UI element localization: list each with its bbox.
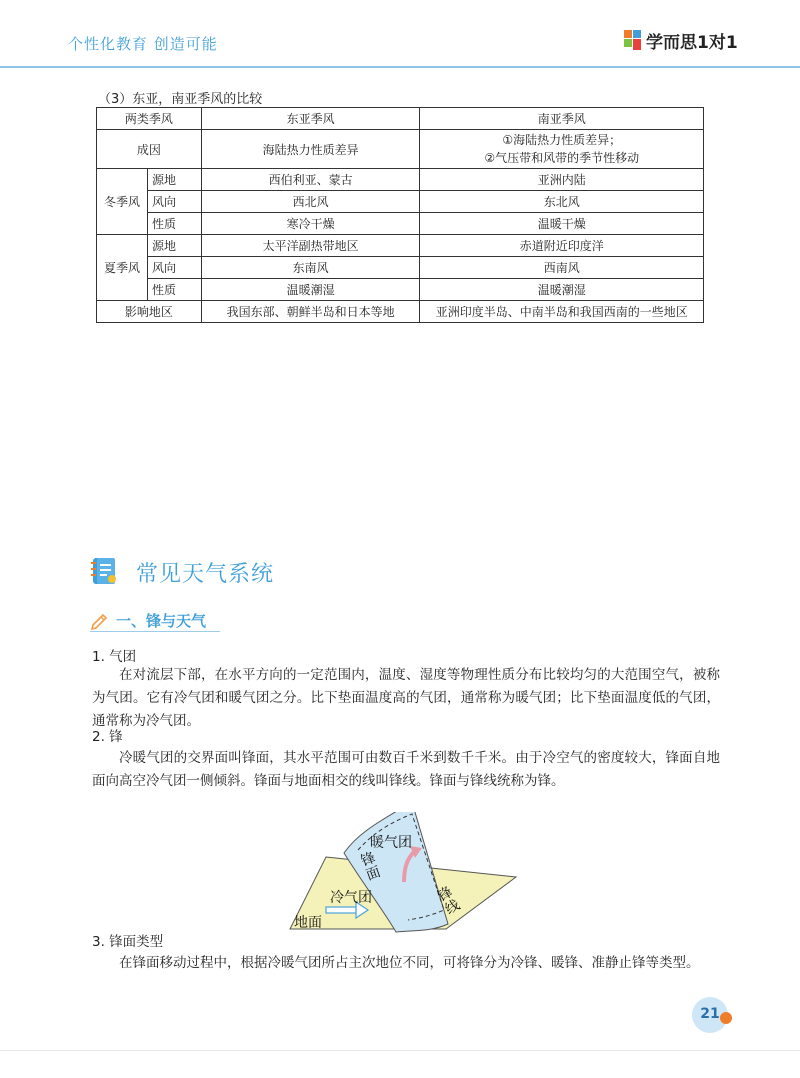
table-header-cell: 南亚季风 — [420, 108, 704, 130]
row-label: 影响地区 — [97, 301, 202, 323]
warm-air-label: 暖气团 — [370, 835, 412, 851]
table-cell: 温暖潮湿 — [201, 279, 420, 301]
cause-south-line: ①海陆热力性质差异； — [502, 133, 622, 147]
table-row — [97, 169, 704, 191]
table-row — [97, 257, 704, 279]
table-cell: 西南风 — [420, 257, 704, 279]
subsection-title: 一、锋与天气 — [116, 612, 207, 630]
table-cell: 东南风 — [201, 257, 420, 279]
row-label: 风向 — [147, 191, 201, 213]
pencil-icon — [90, 610, 110, 630]
row-group-label: 夏季风 — [97, 235, 148, 301]
row-group-label: 冬季风 — [97, 169, 148, 235]
table-row — [97, 191, 704, 213]
header-slogan: 个性化教育 创造可能 — [68, 35, 218, 53]
table-cell: 亚洲内陆 — [420, 169, 704, 191]
row-label: 源地 — [147, 235, 201, 257]
table-cell: 温暖干燥 — [420, 213, 704, 235]
heading-air-mass: 1. 气团 — [92, 649, 137, 665]
header-divider — [0, 66, 800, 68]
section-title: 常见天气系统 — [136, 562, 275, 587]
page-number-dot — [720, 1012, 732, 1024]
table-cell: 太平洋副热带地区 — [201, 235, 420, 257]
cause-south-line: ②气压带和风带的季节性移动 — [484, 151, 640, 165]
notebook-icon — [90, 556, 120, 586]
table-cell-cause-south — [420, 130, 704, 169]
monsoon-comparison-table — [96, 107, 704, 323]
table-cell: 海陆热力性质差异 — [201, 130, 420, 169]
cold-air-arrow — [326, 907, 356, 913]
table-header-row — [97, 108, 704, 130]
table-caption: （3）东亚，南亚季风的比较 — [98, 92, 263, 107]
table-cell: 温暖潮湿 — [420, 279, 704, 301]
table-row — [97, 213, 704, 235]
ground-label: 地面 — [294, 915, 322, 931]
row-label: 性质 — [147, 279, 201, 301]
heading-front-types: 3. 锋面类型 — [92, 934, 164, 950]
front-surface-label: 锋面 — [359, 849, 383, 884]
row-label: 性质 — [147, 213, 201, 235]
table-cell: 西伯利亚、蒙古 — [201, 169, 420, 191]
row-label: 成因 — [97, 130, 202, 169]
logo-text: 学而思1对1 — [646, 32, 738, 53]
brand-logo — [624, 27, 738, 53]
table-header-cell: 东亚季风 — [201, 108, 420, 130]
table-row-cause — [97, 130, 704, 169]
table-cell: 我国东部、朝鲜半岛和日本等地 — [201, 301, 420, 323]
table-cell: 东北风 — [420, 191, 704, 213]
page-header — [0, 0, 800, 70]
logo-mark-icon — [624, 30, 642, 50]
table-header-cell: 两类季风 — [97, 108, 202, 130]
paragraph-front-types: 在锋面移动过程中，根据冷暖气团所占主次地位不同，可将锋分为冷锋、暖锋、准静止锋等类型。 — [119, 955, 700, 971]
table-cell: 赤道附近印度洋 — [420, 235, 704, 257]
front-line-label: 锋线 — [435, 884, 463, 918]
heading-front: 2. 锋 — [92, 729, 123, 745]
table-cell: 寒冷干燥 — [201, 213, 420, 235]
table-row — [97, 301, 704, 323]
paragraph-air-mass: 在对流层下部，在水平方向的一定范围内，温度、湿度等物理性质分布比较均匀的大范围空气，被称为气团。它有冷气团和暖气团之分。比下垫面温度高的气团，通常称为暖气团；比下垫面温度低的气团，通常称为冷气团。 — [92, 667, 720, 729]
subsection-underline — [90, 631, 220, 632]
paragraph-front: 冷暖气团的交界面叫锋面，其水平范围可由数百千米到数千千米。由于冷空气的密度较大，锋面自地面向高空冷气团一侧倾斜。锋面与地面相交的线叫锋线。锋面与锋线统称为锋。 — [92, 750, 720, 789]
front-diagram-svg — [288, 812, 520, 934]
page-number: 21 — [700, 1006, 720, 1022]
footer-divider — [0, 1050, 800, 1051]
table-row — [97, 235, 704, 257]
table-cell: 亚洲印度半岛、中南半岛和我国西南的一些地区 — [420, 301, 704, 323]
cold-air-label: 冷气团 — [330, 890, 372, 906]
table-row — [97, 279, 704, 301]
table-cell: 西北风 — [201, 191, 420, 213]
row-label: 源地 — [147, 169, 201, 191]
row-label: 风向 — [147, 257, 201, 279]
front-diagram — [288, 812, 520, 934]
